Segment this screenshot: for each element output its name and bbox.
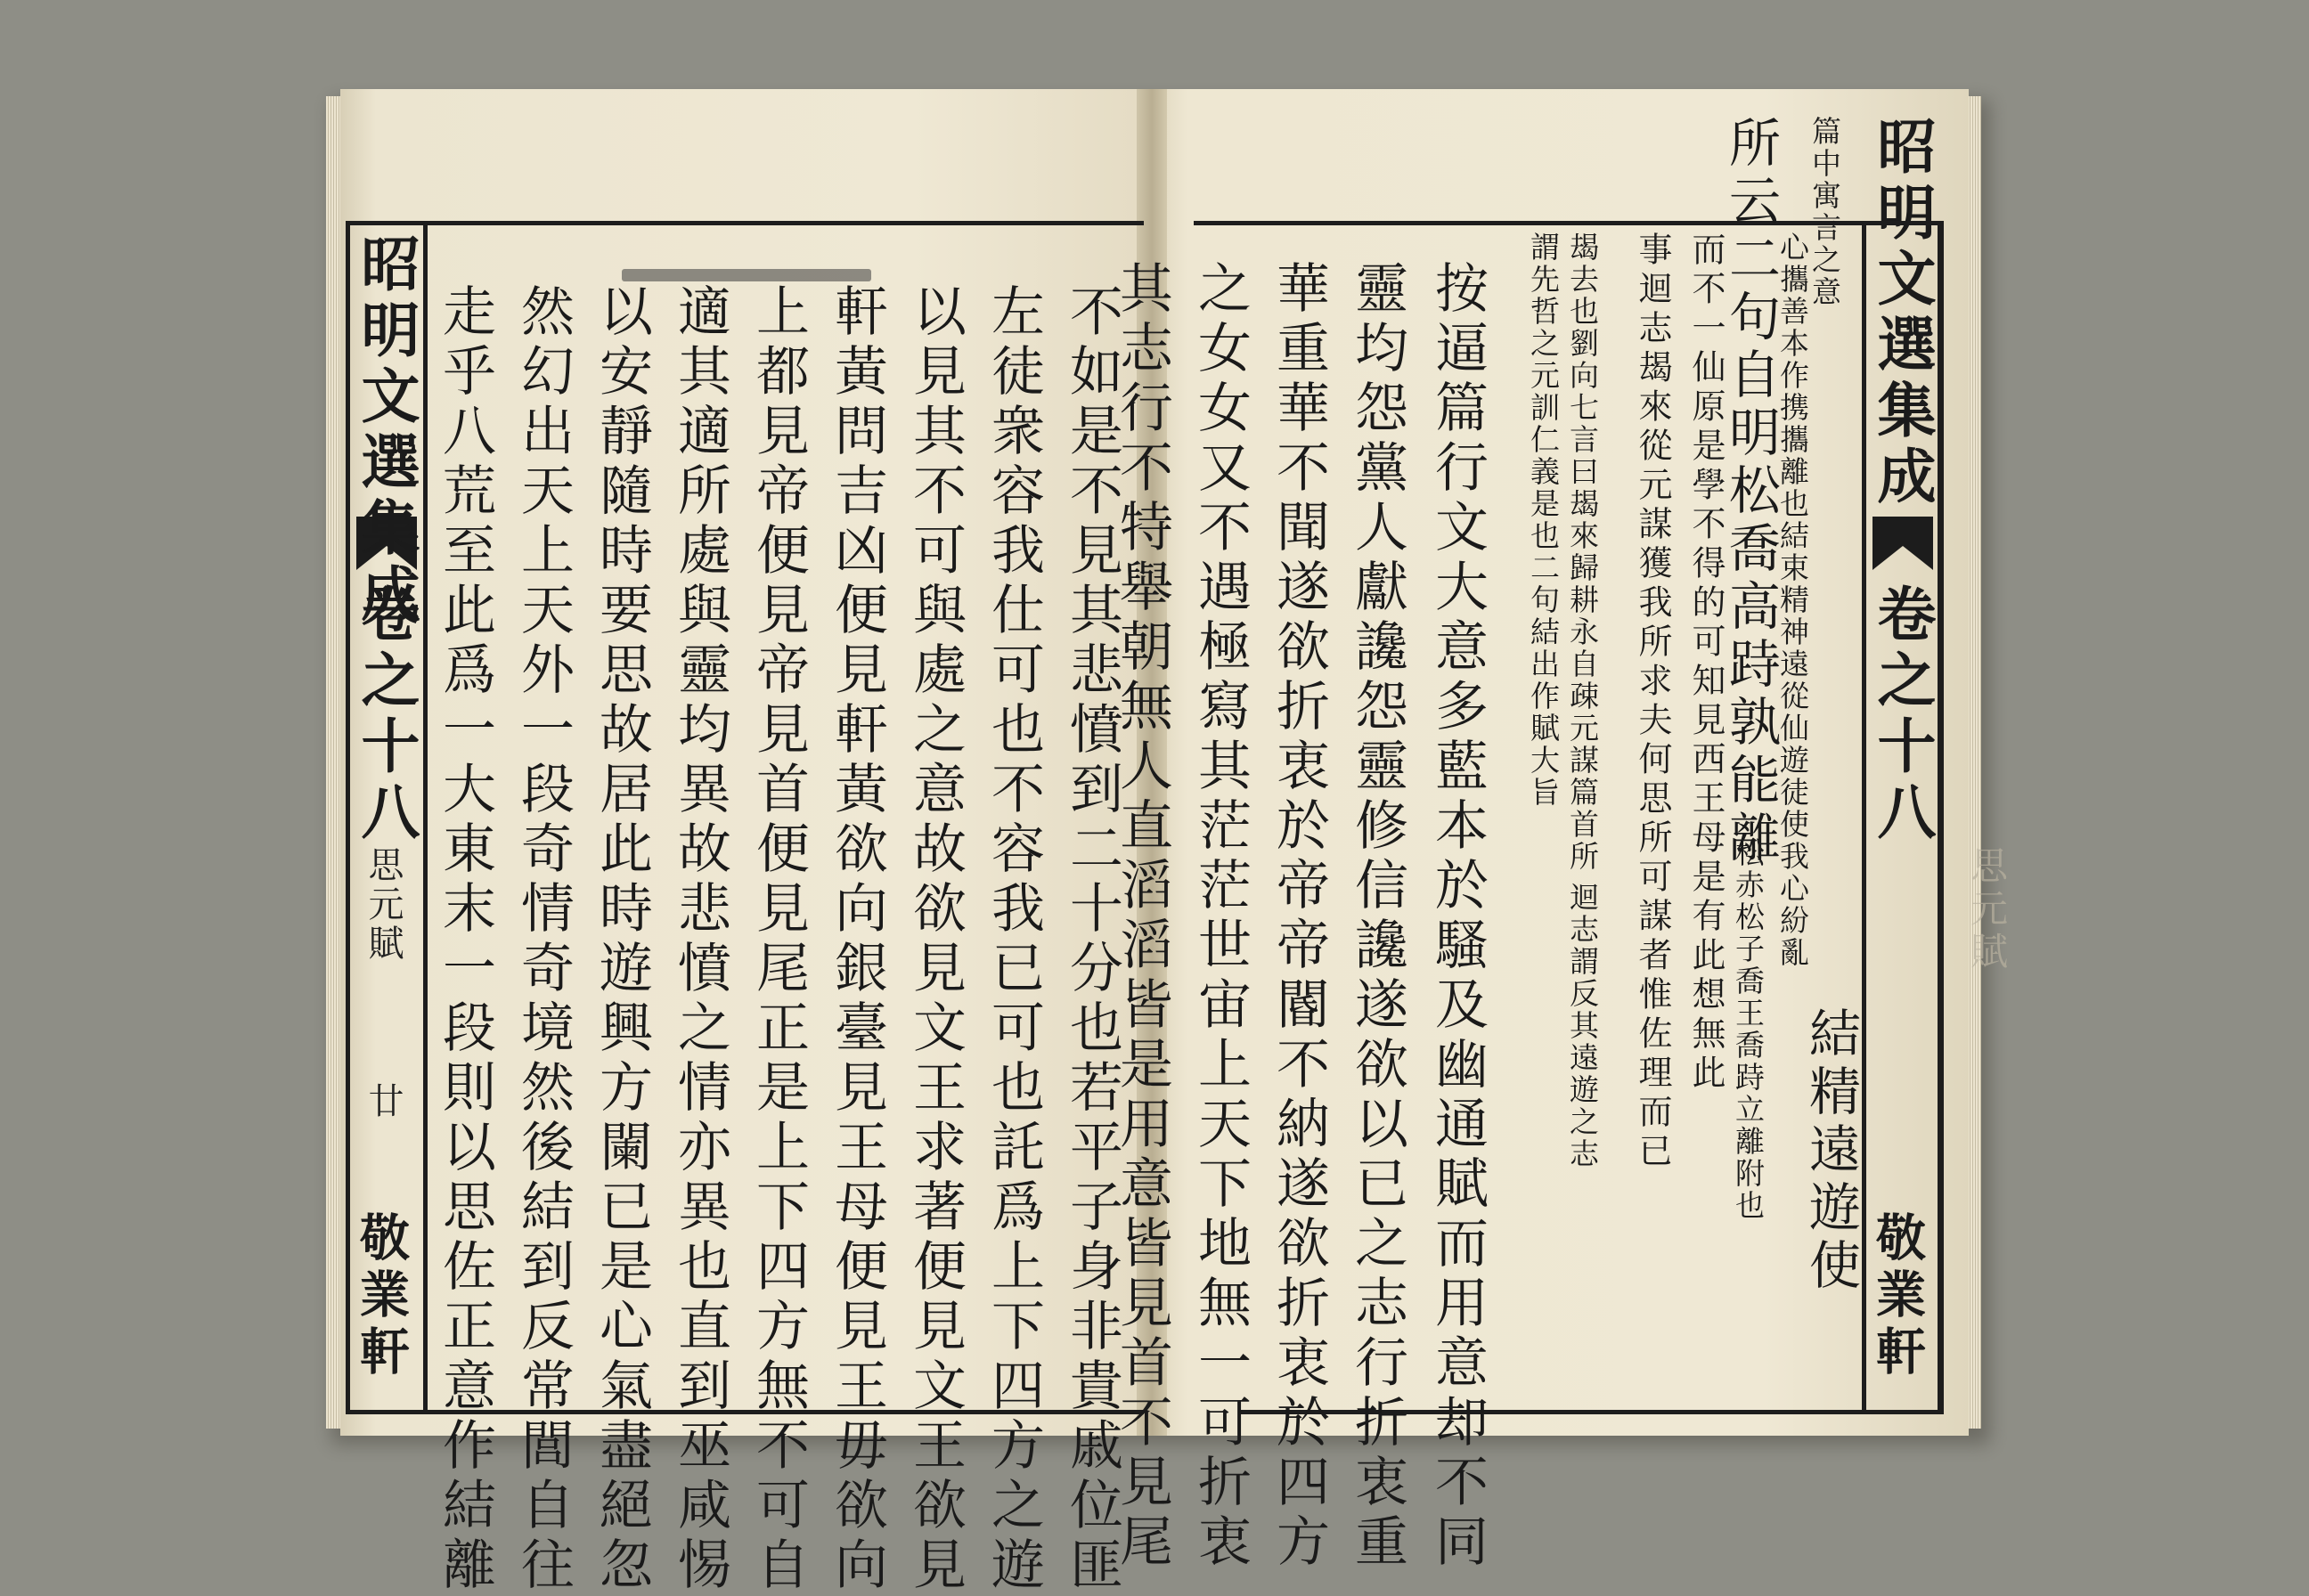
right-column-2: 華重華不聞遂欲折衷於帝帝閽不納遂欲折衷於四方 bbox=[1268, 260, 1330, 1573]
right-note-7: 謂先哲之元訓仁義是也二句結出作賦大旨 bbox=[1526, 232, 1561, 809]
right-top-line-tail: 結精遠遊使 bbox=[1800, 1006, 1861, 1296]
right-column-top: 按逼篇行文大意多藍本於騷及幽通賦而用意却不同 bbox=[1426, 260, 1489, 1573]
left-column-7: 以安靜隨時要思故居此時遊興方闌已是心氣盡絕忽 bbox=[591, 283, 653, 1596]
left-column-5: 上都見帝便見帝見首便見尾正是上下四方無不可自 bbox=[747, 283, 810, 1596]
left-column-4: 軒黃問吉凶便見軒黃欲向銀臺見王母便見王毋欲向 bbox=[826, 283, 888, 1596]
left-column-6: 適其適所處與靈均異故悲憤之情亦異也直到巫咸惕 bbox=[669, 283, 731, 1596]
right-note-6: 朅去也劉向七言曰朅來歸耕永自疎元謀篇首所 bbox=[1565, 232, 1600, 873]
left-column-1: 不如是不見其悲憤到二十分也若平子身非貴戚位匪 bbox=[1061, 283, 1123, 1596]
left-margin-title: 昭明文選集成 bbox=[351, 233, 420, 629]
left-column-8: 然幻出天上天外一段奇情奇境然後結到反常閭自往 bbox=[512, 283, 575, 1596]
right-note-5: 迴志謂反其遠遊之志 bbox=[1565, 882, 1600, 1170]
right-column-4: 其志行不特舉朝無人直滔滔皆是用意皆見首不見尾 bbox=[1111, 260, 1173, 1573]
right-heart-col: 而不一仙原是學不得的可知見西王母是有此想無此 bbox=[1686, 232, 1726, 1094]
left-ink-smudge bbox=[622, 269, 871, 281]
left-margin-page: 廿 bbox=[363, 1082, 404, 1121]
right-margin-volume: 卷之十八 bbox=[1867, 583, 1937, 847]
right-top-line-note: 松赤松子喬王喬跱立離附也 bbox=[1731, 837, 1766, 1222]
right-margin-title: 昭明文選集成 bbox=[1867, 116, 1937, 511]
right-note-1: 篇中寓言之意 bbox=[1807, 116, 1842, 308]
right-column-1: 靈均怨黨人獻讒怨靈修信讒遂欲以已之志行折衷重 bbox=[1346, 260, 1408, 1573]
left-margin-chapter: 思元賦 bbox=[363, 846, 404, 964]
left-column-3: 以見其不可與處之意故欲見文王求著便見文王欲見 bbox=[904, 283, 967, 1596]
right-top-line: 所云二句自明松喬高跱孰能離 bbox=[1720, 116, 1781, 868]
right-matter-col: 事迴志朅來從元謀獲我所求夫何思所可謀者惟佐理而已 bbox=[1633, 232, 1672, 1172]
left-margin-volume: 卷之十八 bbox=[351, 583, 420, 847]
right-margin-press: 敬業軒 bbox=[1868, 1211, 1927, 1382]
right-note-2: 心攜善本作携攜離也結束精神遠從仙遊徒使我心紛亂 bbox=[1775, 232, 1810, 969]
show-through-text: 思元賦 bbox=[1965, 846, 2009, 974]
left-margin-press: 敬業軒 bbox=[352, 1211, 411, 1382]
left-column-2: 左徒衆容我仕可也不容我已可也託爲上下四方之遊 bbox=[983, 283, 1045, 1596]
left-column-9: 走乎八荒至此爲一大東末一段則以思佐正意作結離 bbox=[434, 283, 496, 1596]
right-column-3: 之女女又不遇極寫其茫茫世宙上天下地無一可折衷 bbox=[1189, 260, 1252, 1573]
